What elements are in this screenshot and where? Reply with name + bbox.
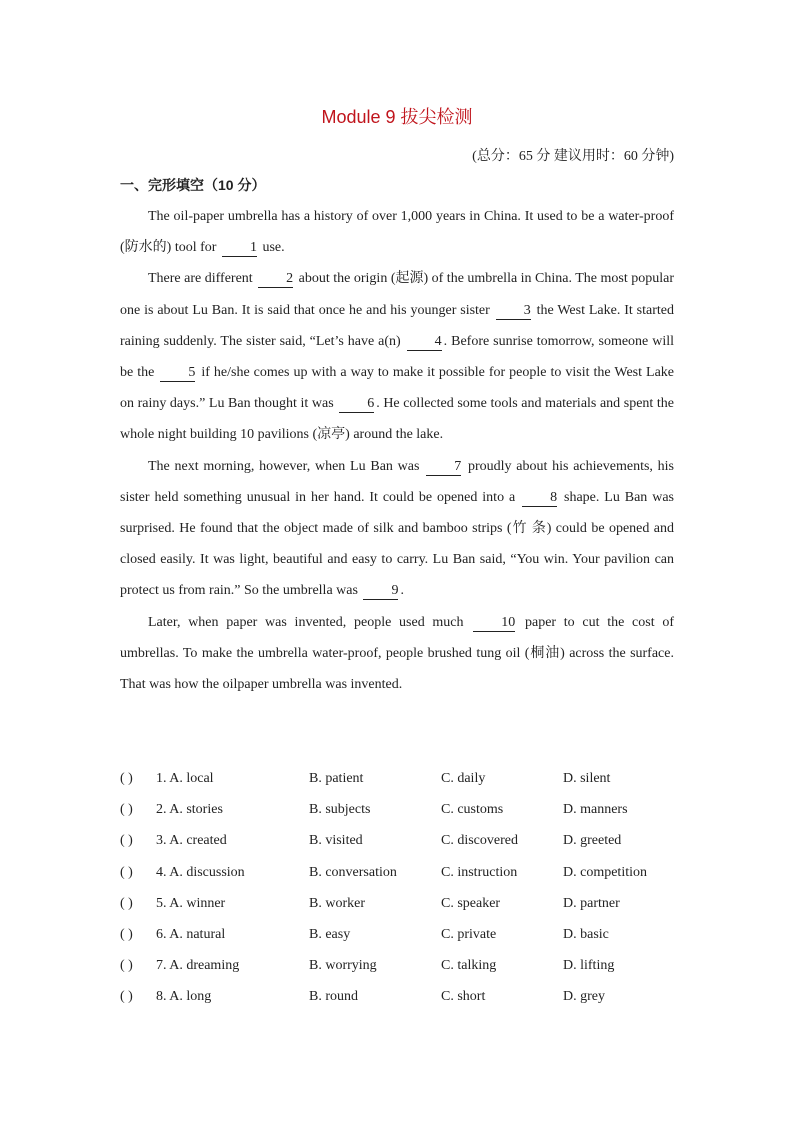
option-a: 3. A. created (156, 833, 227, 849)
option-a: 5. A. winner (156, 895, 226, 911)
option-d: D. silent (563, 771, 611, 786)
blank-7: 7 (426, 459, 461, 476)
passage-text: . (400, 583, 404, 599)
option-c: C. customs (441, 802, 504, 818)
question-row (120, 950, 674, 981)
option-b: B. round (309, 989, 358, 1005)
option-a: 8. A. long (156, 989, 212, 1005)
option-b: B. visited (309, 833, 363, 849)
option-d: D. grey (563, 989, 605, 1005)
page-title: Module 9 拔尖检测 (321, 107, 473, 127)
option-b: B. subjects (309, 802, 371, 818)
blank-1: 1 (222, 240, 257, 257)
passage-text: The oil-paper umbrella has a history of over 1,000 years in China. It used to be a water-proof (防水的) tool for (120, 209, 674, 256)
question-row (120, 888, 674, 919)
blank-5: 5 (160, 365, 195, 382)
option-c: C. short (441, 989, 486, 1005)
passage-text: shape. Lu Ban was surprised. He found that the object made of silk and bamboo strips (竹 条) could be opened and closed easily. It was light, beautiful and easy to carry. Lu Ban said, “You win. Your pavilion can protect us from rain.” So the umbrella was (120, 489, 674, 599)
passage-text: the West Lake. It started raining suddenly. The sister said, “Let’s have a(n) (120, 302, 674, 349)
answer-bracket[interactable]: ( ) (120, 958, 133, 974)
answer-bracket[interactable]: ( ) (120, 864, 133, 880)
paragraph-4 (120, 607, 674, 701)
option-b: B. patient (309, 771, 364, 786)
option-d: D. partner (563, 895, 620, 911)
option-c: C. discovered (441, 833, 518, 849)
option-d: D. basic (563, 926, 609, 942)
paragraph-1 (120, 201, 674, 263)
question-row (120, 763, 674, 794)
passage-text: Later, when paper was invented, people used much (148, 614, 472, 630)
blank-10: 10 (473, 615, 515, 632)
question-row (120, 857, 674, 888)
option-a: 2. A. stories (156, 802, 223, 818)
option-d: D. manners (563, 802, 628, 818)
score-time-info: (总分：65 分 建议用时：60 分钟) (472, 149, 674, 164)
passage-text: about the origin (起源) of the umbrella in China. The most popular one is about Lu Ban. It is said that once he and his younger sister (120, 271, 675, 318)
option-c: C. instruction (441, 864, 518, 880)
paragraph-3 (120, 451, 674, 607)
option-a: 4. A. discussion (156, 864, 245, 880)
passage-text: . Before sunrise tomorrow, someone will be the (120, 333, 674, 381)
option-c: C. private (441, 926, 497, 942)
option-b: B. worrying (309, 958, 377, 974)
blank-2: 2 (258, 271, 293, 288)
answer-bracket[interactable]: ( ) (120, 771, 133, 786)
passage-text: There are different (148, 271, 257, 287)
cloze-passage (120, 201, 674, 700)
option-c: C. daily (441, 771, 486, 786)
question-row (120, 919, 674, 950)
blank-6: 6 (339, 396, 374, 413)
question-row (120, 794, 674, 825)
blank-8: 8 (522, 490, 557, 507)
option-d: D. greeted (563, 833, 622, 849)
passage-text: paper to cut the cost of umbrellas. To make the umbrella water-proof, people brushed tung oil (桐油) across the surface. That was how the oilpaper umbrella was invented. (120, 614, 674, 693)
option-b: B. worker (309, 895, 365, 911)
passage-text: use. (258, 240, 285, 256)
answer-bracket[interactable]: ( ) (120, 926, 133, 942)
passage-text: The next morning, however, when Lu Ban was (148, 458, 425, 474)
section-heading: 一、完形填空（10 分） (120, 177, 266, 193)
option-a: 1. A. local (156, 771, 214, 786)
blank-3: 3 (496, 303, 531, 320)
option-c: C. speaker (441, 895, 501, 911)
blank-9: 9 (363, 583, 398, 600)
answer-bracket[interactable]: ( ) (120, 989, 133, 1005)
option-b: B. conversation (309, 864, 397, 880)
question-row (120, 981, 674, 1012)
option-a: 6. A. natural (156, 926, 226, 942)
passage-text: proudly about his achievements, his sister held something unusual in her hand. It could be opened into a (120, 458, 674, 505)
answer-options (120, 763, 674, 1013)
option-b: B. easy (309, 926, 351, 942)
option-d: D. competition (563, 864, 647, 880)
question-row (120, 825, 674, 856)
paragraph-2 (120, 263, 674, 450)
option-a: 7. A. dreaming (156, 958, 240, 974)
option-c: C. talking (441, 958, 497, 974)
blank-4: 4 (407, 334, 442, 351)
option-d: D. lifting (563, 958, 615, 974)
passage-text: if he/she comes up with a way to make it possible for people to visit the West Lake on rainy days.” Lu Ban thought it was (120, 365, 674, 412)
answer-bracket[interactable]: ( ) (120, 895, 133, 911)
passage-text: . He collected some tools and materials and spent the whole night building 10 pavilions (凉亭) around the lake. (120, 396, 674, 443)
answer-bracket[interactable]: ( ) (120, 802, 133, 818)
answer-bracket[interactable]: ( ) (120, 833, 133, 849)
